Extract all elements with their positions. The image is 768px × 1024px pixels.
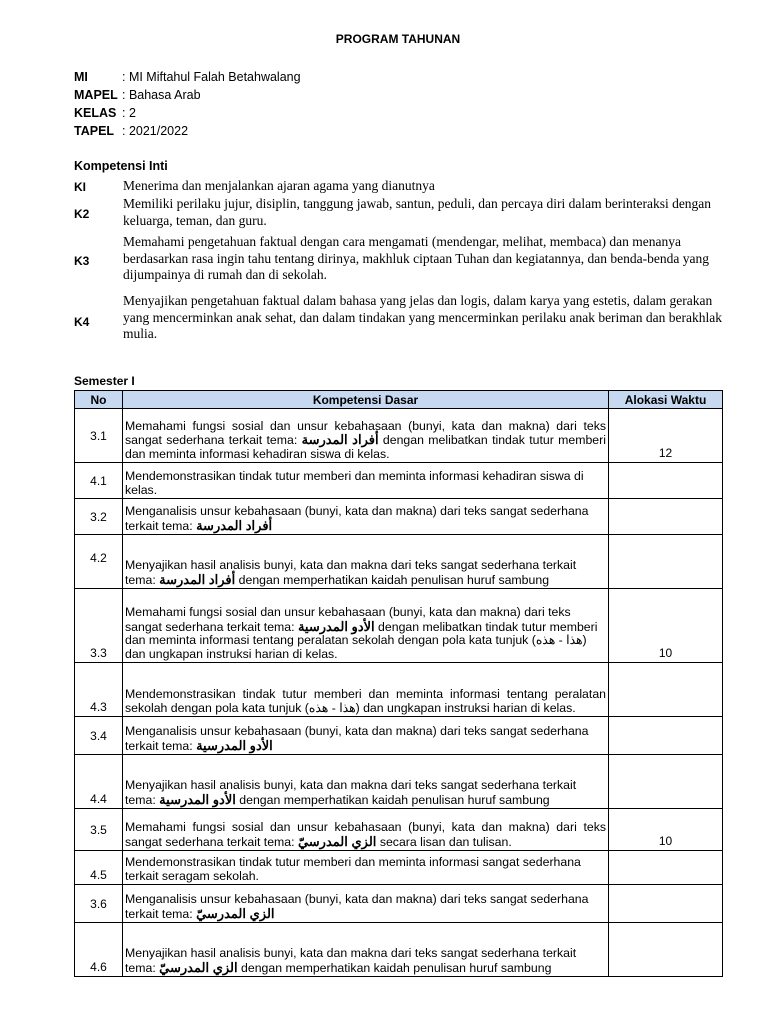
kd-text: dengan melibatkan tindak tutur memberi dan meminta informasi kehadiran siswa di kelas. [125,433,606,461]
info-value: : MI Miftahul Falah Betahwalang [122,70,301,84]
kd-text: dengan memperhatikan kaidah penulisan huruf sambung [237,960,552,975]
kd-text: Mendemonstrasikan tindak tutur memberi dan meminta informasi tentang peralatan sekolah dengan pola kata tunjuk (هذا - هذه) dan ungkapan instruksi harian di kelas. [125,687,606,715]
arabic-theme: الأدو المدرسية [159,791,236,807]
ki-row-2 [74,196,734,230]
table-row [75,923,723,977]
alokasi-waktu [609,885,723,923]
kd-number: 3.4 [75,717,123,755]
info-label: KELAS [74,106,117,120]
info-row-mi [74,68,301,86]
info-label: MAPEL [74,88,118,102]
ki-row-1 [74,178,734,196]
alokasi-waktu [609,663,723,717]
kd-number: 3.5 [75,809,123,851]
arabic-theme: الأدو المدرسية [196,737,273,753]
kd-number: 3.1 [75,409,123,463]
kd-number: 3.3 [75,589,123,663]
table-row [75,885,723,923]
kd-text: Menganalisis unsur kebahasaan (bunyi, kata dan makna) dari teks sangat sederhana terkait tema: [125,724,589,753]
info-row-mapel [74,86,301,104]
page-title: PROGRAM TAHUNAN [335,32,461,46]
info-value: : 2021/2022 [122,124,189,138]
kd-text: Mendemonstrasikan tindak tutur memberi dan meminta informasi kehadiran siswa di kelas. [125,469,584,497]
ki-text: Menerima dan menjalankan ajaran agama yang dianutnya [123,178,435,193]
kd-number: 4.5 [75,851,123,885]
alokasi-waktu [609,535,723,589]
info-row-kelas [74,104,301,122]
alokasi-waktu: 10 [609,809,723,851]
identity-block [74,68,301,140]
kd-number: 4.2 [75,535,123,589]
kd-number: 4.1 [75,463,123,499]
kd-number: 4.4 [75,755,123,809]
kd-description [123,463,609,499]
kd-text: dengan memperhatikan kaidah penulisan huruf sambung [235,792,550,807]
kd-text: Menyajikan hasil analisis bunyi, kata dan makna dari teks sangat sederhana terkait tema: [125,558,577,587]
arabic-theme: أفراد المدرسة [301,432,379,447]
info-value: : 2 [122,106,136,120]
kd-number: 4.6 [75,923,123,977]
table-row [75,755,723,809]
info-label: MI [74,70,88,84]
kd-description [123,809,609,851]
kd-text: Menganalisis unsur kebahasaan (bunyi, kata dan makna) dari teks sangat sederhana terkait tema: [125,892,589,921]
kd-text: Menyajikan hasil analisis bunyi, kata dan makna dari teks sangat sederhana terkait tema: [125,778,577,807]
kd-description [123,663,609,717]
kd-text: secara lisan dan tulisan. [376,834,512,849]
table-row [75,717,723,755]
kd-text: Memahami fungsi sosial dan unsur kebahasaan (bunyi, kata dan makna) dari teks sangat sederhana terkait tema: [125,605,571,634]
arabic-theme: الزي المدرسيّ [159,959,238,975]
alokasi-waktu [609,463,723,499]
kd-description [123,499,609,535]
kd-text: Memahami fungsi sosial dan unsur kebahasaan (bunyi, kata dan makna) dari teks sangat sederhana terkait tema: [125,820,606,849]
col-header-no: No [75,391,123,409]
table-row [75,589,723,663]
table-row [75,499,723,535]
kd-text: Menganalisis unsur kebahasaan (bunyi, kata dan makna) dari teks sangat sederhana terkait tema: [125,504,589,533]
ki-row-3 [74,234,734,286]
info-row-tapel [74,122,301,140]
kd-text: dengan melibatkan tindak tutur memberi dan meminta informasi tentang peralatan sekolah dengan pola kata tunjuk (هذا - هذه) dan ungkapan instruksi harian di kelas. [125,619,598,661]
arabic-theme: أفراد المدرسة [196,517,273,533]
arabic-theme: الزي المدرسيّ [196,905,275,921]
col-header-kd: Kompetensi Dasar [123,391,609,409]
ki-code: K3 [74,254,90,268]
ki-code: KI [74,180,86,194]
kompetensi-inti-heading: Kompetensi Inti [74,159,168,173]
kd-text: dengan memperhatikan kaidah penulisan huruf sambung [235,572,550,587]
kompetensi-dasar-table [74,390,723,977]
table-row [75,463,723,499]
arabic-theme: الأدو المدرسية [297,618,375,634]
arabic-theme: الزي المدرسيّ [297,833,377,849]
kd-description [123,535,609,589]
kd-description [123,589,609,663]
arabic-theme: أفراد المدرسة [159,571,236,587]
kd-text: Memahami fungsi sosial dan unsur kebahasaan (bunyi, kata dan makna) dari teks sangat sederhana terkait tema: [125,418,606,447]
table-header-row [75,391,723,409]
ki-code: K2 [74,207,90,221]
kd-number: 3.6 [75,885,123,923]
ki-text: Memahami pengetahuan faktual dengan cara mengamati (mendengar, melihat, membaca) dan menanya berdasarkan rasa ingin tahu tentang dirinya, makhluk ciptaan Tuhan dan kegiatannya, dan benda-benda yang dijumpainya di rumah dan di sekolah. [123,234,709,282]
alokasi-waktu [609,755,723,809]
alokasi-waktu [609,717,723,755]
ki-row-4 [74,293,734,345]
alokasi-waktu [609,499,723,535]
kd-description [123,409,609,463]
kd-text: Menyajikan hasil analisis bunyi, kata dan makna dari teks sangat sederhana terkait tema: [125,946,577,975]
table-row [75,809,723,851]
kd-description [123,717,609,755]
table-row [75,535,723,589]
alokasi-waktu [609,851,723,885]
kd-description [123,851,609,885]
kd-description [123,755,609,809]
kd-text: Mendemonstrasikan tindak tutur memberi dan meminta informasi sangat sederhana terkait seragam sekolah. [125,855,581,883]
ki-code: K4 [74,315,90,329]
table-row [75,663,723,717]
alokasi-waktu [609,923,723,977]
kd-number: 4.3 [75,663,123,717]
table-row [75,409,723,463]
ki-text: Memiliki perilaku jujur, disiplin, tanggung jawab, santun, peduli, dan percaya diri dalam berinteraksi dengan keluarga, teman, dan guru. [123,196,712,228]
alokasi-waktu: 12 [609,409,723,463]
info-label: TAPEL [74,124,115,138]
kd-number: 3.2 [75,499,123,535]
semester-heading: Semester I [74,374,135,388]
col-header-alokasi: Alokasi Waktu [609,391,723,409]
alokasi-waktu: 10 [609,589,723,663]
info-value: : Bahasa Arab [122,88,201,102]
kd-description [123,923,609,977]
kd-description [123,885,609,923]
table-row [75,851,723,885]
ki-text: Menyajikan pengetahuan faktual dalam bahasa yang jelas dan logis, dalam karya yang estetis, dalam gerakan yang mencerminkan anak sehat, dan dalam tindakan yang mencerminkan perilaku anak beriman dan berakhlak mulia. [123,293,723,341]
